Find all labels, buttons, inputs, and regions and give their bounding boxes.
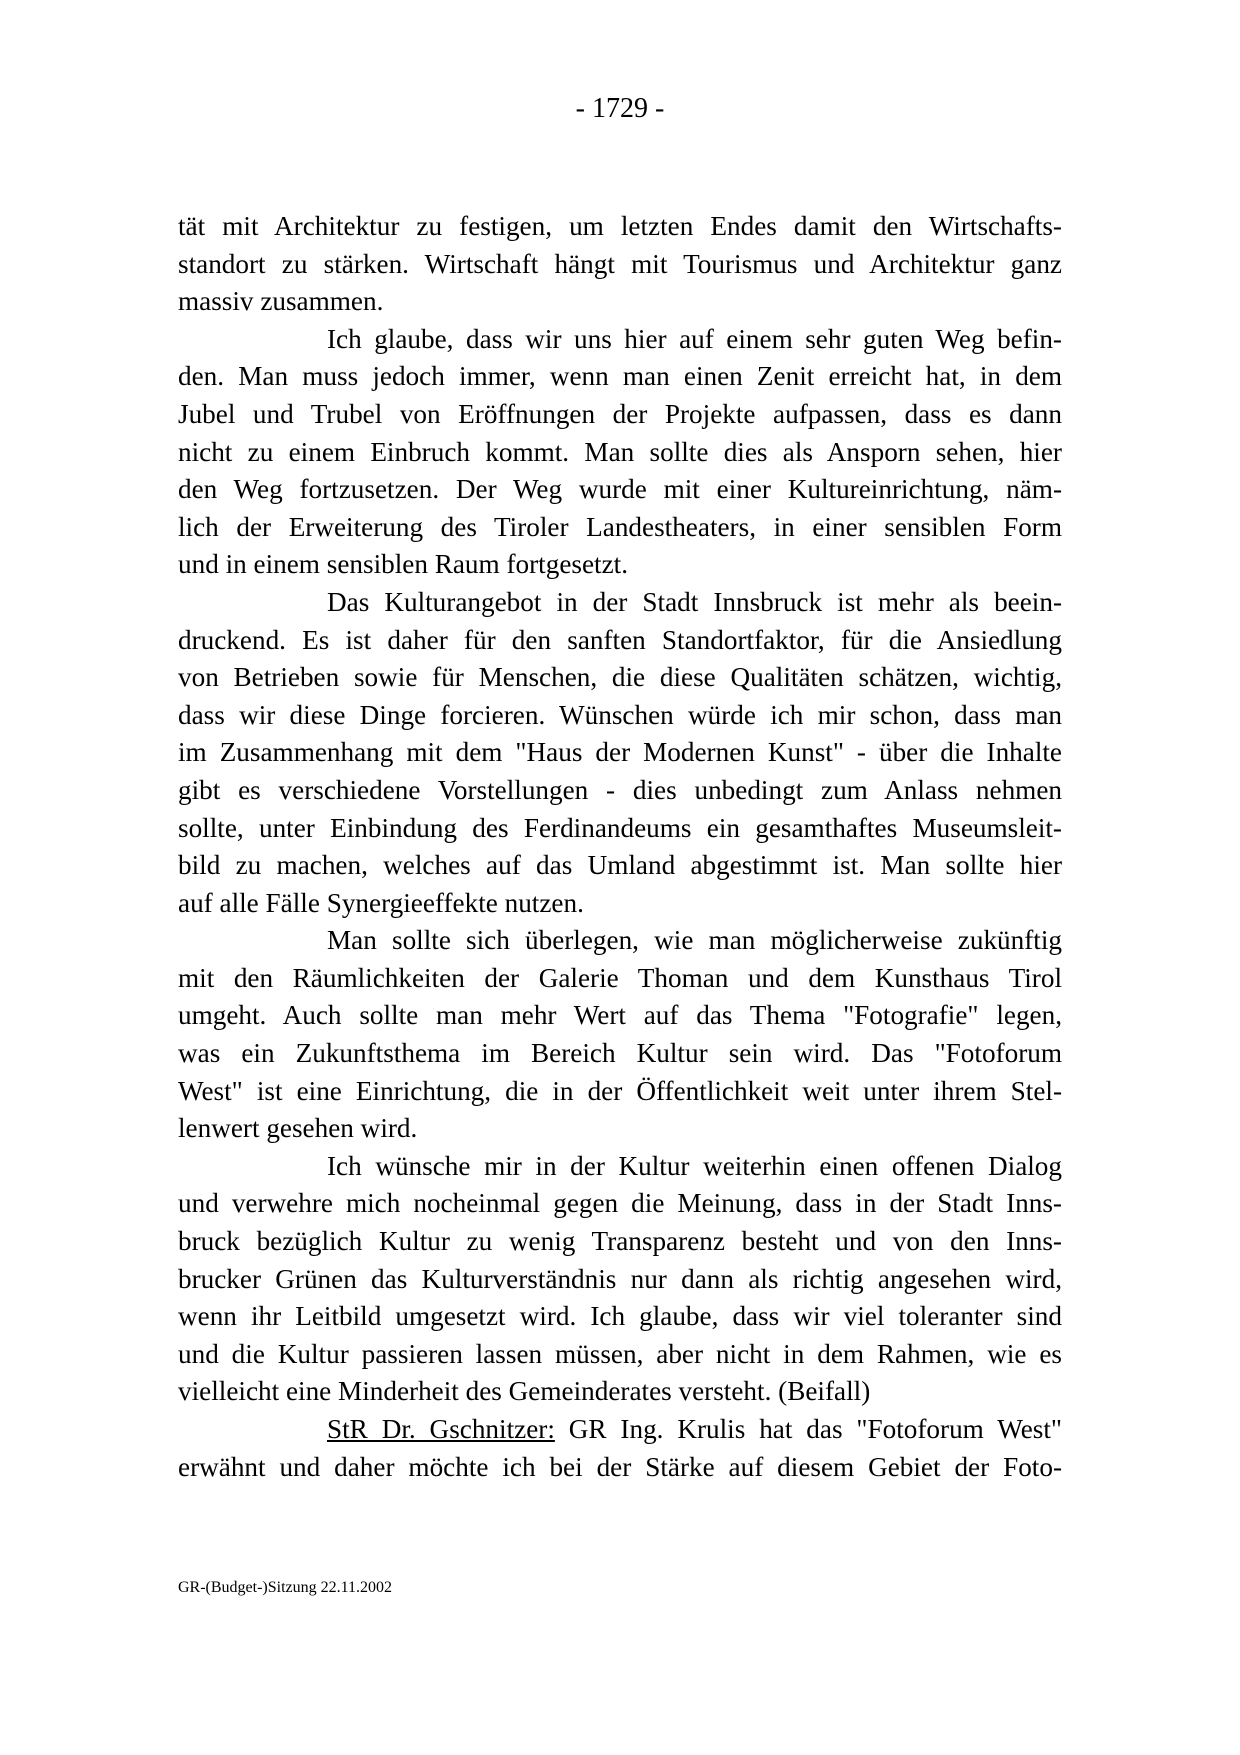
text-line: brucker Grünen das Kulturverständnis nur dann als richtig angesehen wird, — [178, 1263, 1062, 1294]
text-line: Man sollte sich überlegen, wie man möglicherweise zukünftig — [327, 925, 1062, 956]
speaker-name: StR Dr. Gschnitzer: — [327, 1414, 555, 1444]
speaker-paragraph — [178, 1411, 1062, 1486]
text-line: bruck bezüglich Kultur zu wenig Transparenz besteht und von den Inns- — [178, 1226, 1062, 1257]
text-line: lich der Erweiterung des Tiroler Landestheaters, in einer sensiblen Form — [178, 511, 1062, 542]
text-line: erwähnt und daher möchte ich bei der Stärke auf diesem Gebiet der Foto- — [178, 1451, 1062, 1482]
text-line: auf alle Fälle Synergieeffekte nutzen. — [178, 887, 584, 918]
text-line: und die Kultur passieren lassen müssen, aber nicht in dem Rahmen, wie es — [178, 1338, 1062, 1369]
text-line: standort zu stärken. Wirtschaft hängt mit Tourismus und Architektur ganz — [178, 248, 1062, 279]
text-line: und in einem sensiblen Raum fortgesetzt. — [178, 549, 629, 580]
text-line — [178, 1411, 1062, 1449]
text-line: was ein Zukunftsthema im Bereich Kultur sein wird. Das "Fotoforum — [178, 1038, 1062, 1069]
text-line: nicht zu einem Einbruch kommt. Man sollte dies als Ansporn sehen, hier — [178, 436, 1062, 467]
body-text — [178, 208, 1062, 1486]
paragraph — [178, 1148, 1062, 1411]
text-line: Ich glaube, dass wir uns hier auf einem sehr guten Weg befin- — [327, 323, 1062, 354]
paragraph — [178, 922, 1062, 1148]
text-line: gibt es verschiedene Vorstellungen - dies unbedingt zum Anlass nehmen — [178, 774, 1062, 805]
text-line: vielleicht eine Minderheit des Gemeinderates versteht. (Beifall) — [178, 1376, 871, 1407]
footer-session-label: GR-(Budget-)Sitzung 22.11.2002 — [178, 1579, 393, 1596]
text-line: lenwert gesehen wird. — [178, 1113, 418, 1144]
text-line: von Betrieben sowie für Menschen, die diese Qualitäten schätzen, wichtig, — [178, 662, 1062, 693]
text-line: Das Kulturangebot in der Stadt Innsbruck ist mehr als beein- — [327, 586, 1062, 617]
text-line: den. Man muss jedoch immer, wenn man einen Zenit erreicht hat, in dem — [178, 361, 1062, 392]
text-line: mit den Räumlichkeiten der Galerie Thoman und dem Kunsthaus Tirol — [178, 962, 1062, 993]
page-number: - 1729 - — [575, 93, 665, 124]
text-line: Ich wünsche mir in der Kultur weiterhin einen offenen Dialog — [327, 1150, 1062, 1181]
speaker-text: GR Ing. Krulis hat das "Fotoforum West" — [554, 1414, 1062, 1444]
text-line: im Zusammenhang mit dem "Haus der Modernen Kunst" - über die Inhalte — [178, 737, 1062, 768]
text-line: umgeht. Auch sollte man mehr Wert auf das Thema "Fotografie" legen, — [178, 1000, 1062, 1031]
paragraph — [178, 208, 1062, 321]
text-line: West" ist eine Einrichtung, die in der Öffentlichkeit weit unter ihrem Stel- — [178, 1075, 1062, 1106]
text-line: und verwehre mich nocheinmal gegen die Meinung, dass in der Stadt Inns- — [178, 1188, 1062, 1219]
text-line: den Weg fortzusetzen. Der Weg wurde mit einer Kultureinrichtung, näm- — [178, 474, 1062, 505]
paragraph — [178, 321, 1062, 584]
text-line: bild zu machen, welches auf das Umland abgestimmt ist. Man sollte hier — [178, 850, 1062, 881]
text-line: tät mit Architektur zu festigen, um letzten Endes damit den Wirtschafts- — [178, 211, 1062, 241]
text-line: wenn ihr Leitbild umgesetzt wird. Ich glaube, dass wir viel toleranter sind — [178, 1301, 1062, 1332]
paragraph — [178, 584, 1062, 922]
text-line: druckend. Es ist daher für den sanften Standortfaktor, für die Ansiedlung — [178, 624, 1062, 655]
text-line: sollte, unter Einbindung des Ferdinandeums ein gesamthaftes Museumsleit- — [178, 812, 1062, 843]
text-line: Jubel und Trubel von Eröffnungen der Projekte aufpassen, dass es dann — [178, 398, 1062, 429]
text-line: dass wir diese Dinge forcieren. Wünschen würde ich mir schon, dass man — [178, 699, 1062, 730]
text-line: massiv zusammen. — [178, 286, 384, 317]
